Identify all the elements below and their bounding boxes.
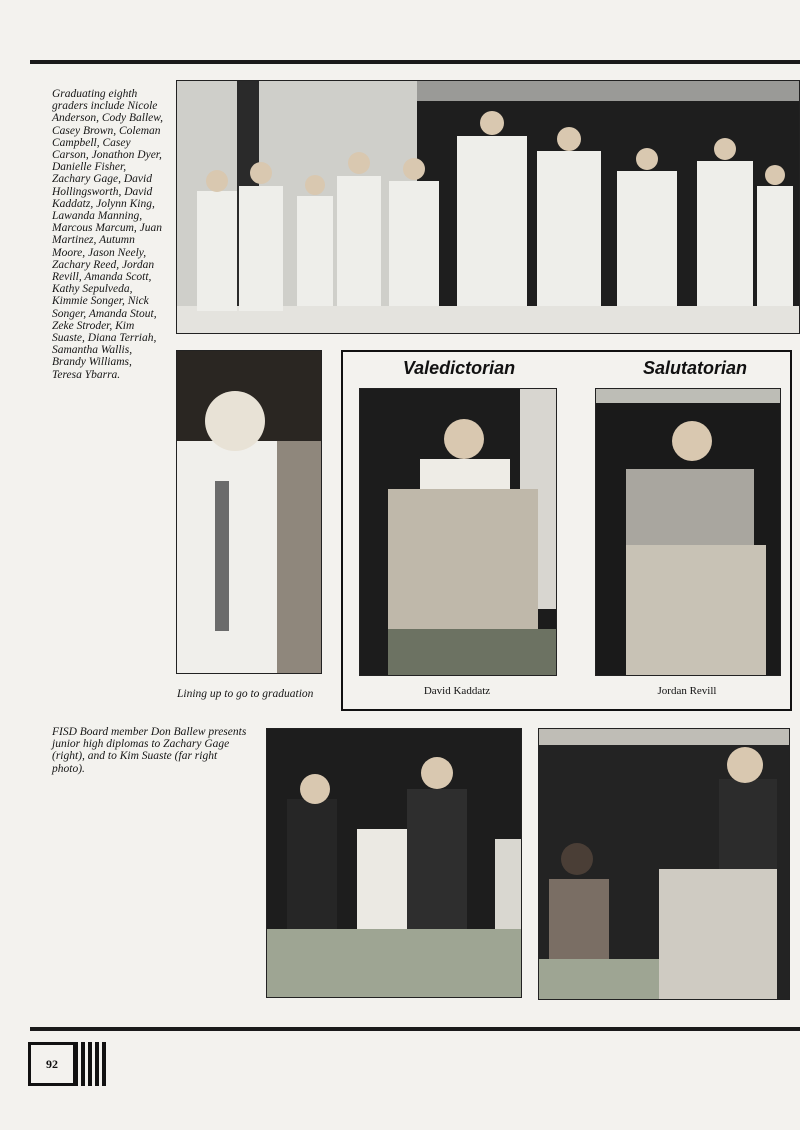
- salutatorian-name: Jordan Revill: [657, 685, 717, 697]
- valedictorian-title: Valedictorian: [402, 358, 516, 378]
- diploma-photo-suaste: [538, 728, 790, 1000]
- board-member-caption: FISD Board member Don Ballew presents junior high diplomas to Zachary Gage (right), and to Kim Suaste (far right photo).: [52, 726, 247, 775]
- group-photo: [176, 80, 800, 334]
- diploma-photo-gage: [266, 728, 522, 998]
- salutatorian-photo: [595, 388, 781, 676]
- valedictorian-photo: [359, 388, 557, 676]
- page-bars-decoration: [74, 1042, 106, 1086]
- salutatorian-title: Salutatorian: [642, 358, 748, 378]
- honors-box: [341, 350, 792, 711]
- lining-up-caption: Lining up to go to graduation: [177, 688, 314, 700]
- valedictorian-name: David Kaddatz: [423, 685, 491, 697]
- page-number: 92: [28, 1042, 76, 1086]
- bottom-rule: [30, 1027, 800, 1031]
- lining-up-photo: [176, 350, 322, 674]
- graduates-caption: Graduating eighth graders include Nicole Anderson, Cody Ballew, Casey Brown, Coleman Campbell, Casey Carson, Jonathon Dyer, Danielle Fisher, Zachary Gage, David Hollingsworth, David Kaddatz, Jolynn King, Lawanda Manning, Marcous Marcum, Juan Martinez, Autumn Moore, Jason Neely, Zachary Reed, Jordan Revill, Amanda Scott, Kathy Sepulveda, Kimmie Songer, Nick Songer, Amanda Stout, Zeke Stroder, Kim Suaste, Diana Terriah, Samantha Wallis, Brandy Williams, Teresa Ybarra.: [52, 88, 163, 381]
- top-rule: [30, 60, 800, 64]
